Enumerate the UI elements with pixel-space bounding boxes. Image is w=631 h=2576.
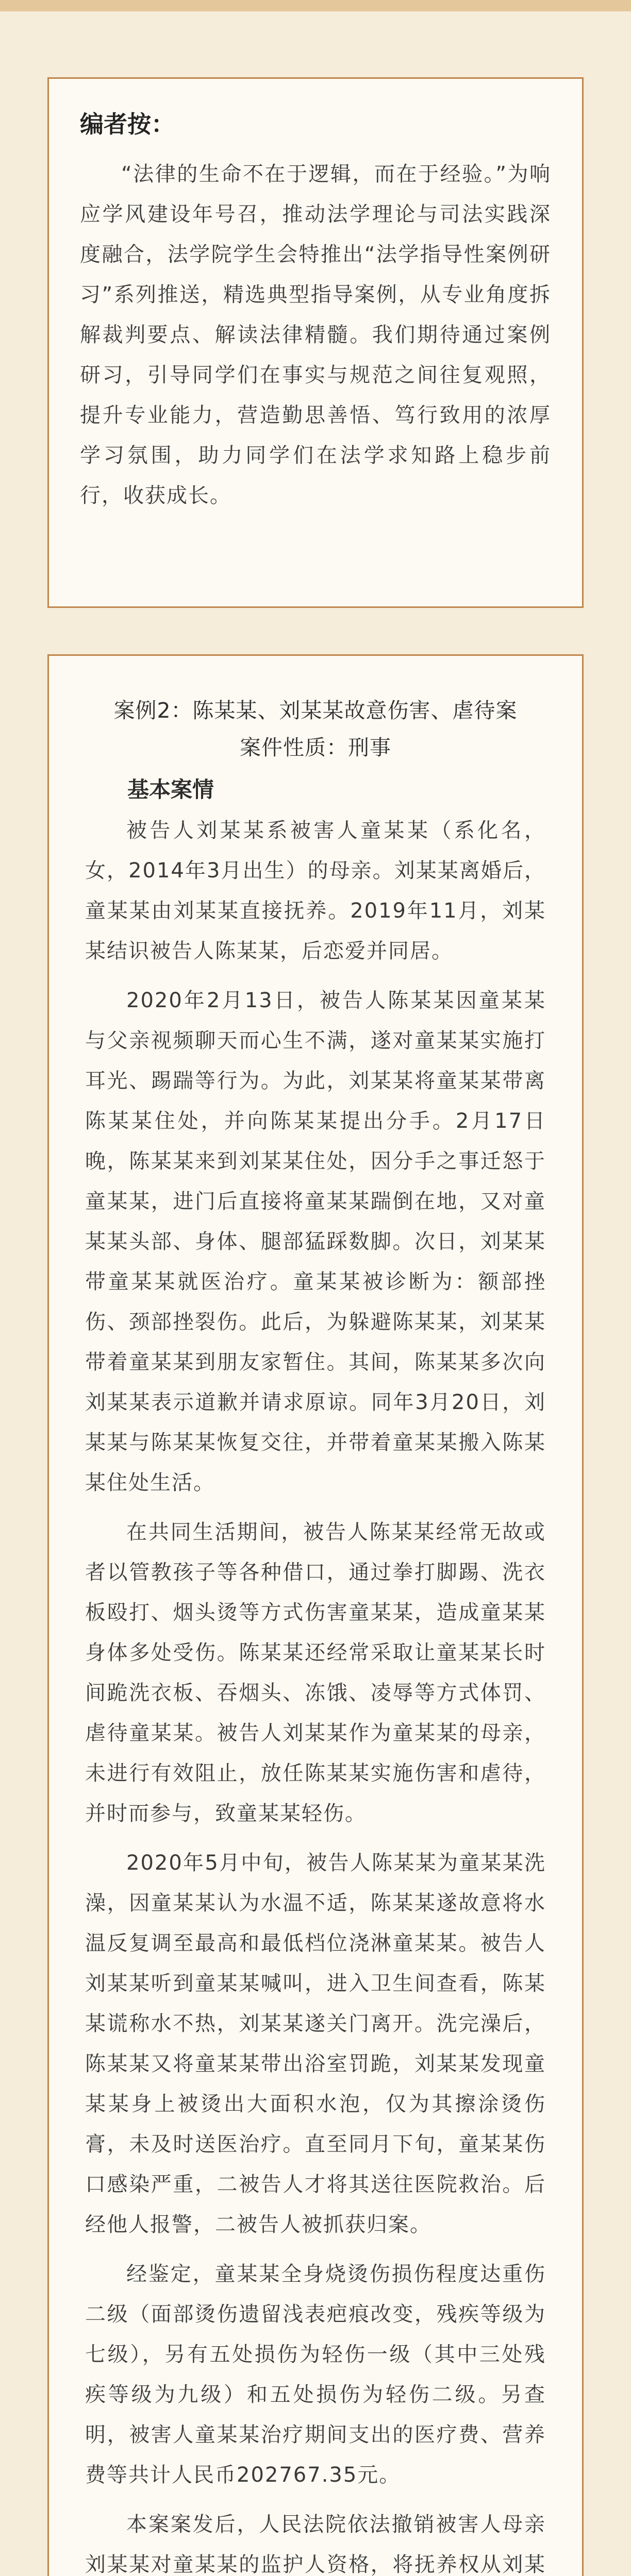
editor-note-heading: 编者按： [80, 110, 175, 138]
basic-facts-paragraph: 本案案发后，人民法院依法撤销被害人母亲刘某某对童某某的监护人资格，将抚养权从刘某 [85, 2513, 546, 2576]
top-frame-strip [0, 0, 631, 11]
basic-facts-paragraph: 在共同生活期间，被告人陈某某经常无故或者以管教孩子等各种借口，通过拳打脚踢、洗衣板殴打、烟头烫等方式伤害童某某，造成童某某身体多处受伤。陈某某还经常采取让童某某长时间跪洗衣板、吞烟头、冻饿、凌辱等方式体罚、虐待童某某。被告人刘某某作为童某某的母亲，未进行有效阻止，放任陈某某实施伤害和虐待，并时而参与，致童某某轻伤。 [85, 1520, 546, 1825]
basic-facts-paragraph: 2020年2月13日，被告人陈某某因童某某与父亲视频聊天而心生不满，遂对童某某实施打耳光、踢踹等行为。为此，刘某某将童某某带离陈某某住处，并向陈某某提出分手。2月17日晚，陈某某来到刘某某住处，因分手之事迁怒于童某某，进门后直接将童某某踹倒在地，又对童某某头部、身体、腿部猛踩数脚。次日，刘某某带童某某就医治疗。童某某被诊断为：额部挫伤、颈部挫裂伤。此后，为躲避陈某某，刘某某带着童某某到朋友家暂住。其间，陈某某多次向刘某某表示道歉并请求原谅。同年3月20日，刘某某与陈某某恢复交往，并带着童某某搬入陈某某住处生活。 [85, 989, 546, 1495]
basic-facts-paragraph: 经鉴定，童某某全身烧烫伤损伤程度达重伤二级（面部烫伤遗留浅表疤痕改变，残疾等级为七级），另有五处损伤为轻伤一级（其中三处残疾等级为九级）和五处损伤为轻伤二级。另查明，被害人童某某治疗期间支出的医疗费、营养费等共计人民币202767.35元。 [85, 2262, 546, 2487]
basic-facts-paragraph: 2020年5月中旬，被告人陈某某为童某某洗澡，因童某某认为水温不适，陈某某遂故意将水温反复调至最高和最低档位浇淋童某某。被告人刘某某听到童某某喊叫，进入卫生间查看，陈某某谎称水不热，刘某某遂关门离开。洗完澡后，陈某某又将童某某带出浴室罚跪，刘某某发现童某某身上被烫出大面积水泡，仅为其擦涂烫伤膏，未及时送医治疗。直至同月下旬，童某某伤口感染严重，二被告人才将其送往医院救治。后经他人报警，二被告人被抓获归案。 [85, 1851, 546, 2236]
editor-note-card [47, 77, 584, 608]
editor-note-paragraph: “法律的生命不在于逻辑，而在于经验。”为响应学风建设年号召，推动法学理论与司法实践深度融合，法学院学生会特推出“法学指导性案例研习”系列推送，精选典型指导案例，从专业角度拆解裁判要点、解读法律精髓。我们期待通过案例研习，引导同学们在事实与规范之间往复观照，提升专业能力，营造勤思善悟、笃行致用的浓厚学习氛围，助力同学们在法学求知路上稳步前行，收获成长。 [80, 162, 551, 507]
case-card [47, 654, 584, 2576]
basic-facts-heading: 基本案情 [127, 777, 214, 802]
case-nature: 案件性质：刑事 [240, 735, 391, 760]
basic-facts-section [85, 769, 546, 2576]
case-title: 案例2：陈某某、刘某某故意伤害、虐待案 [113, 698, 518, 723]
case-body [85, 769, 546, 2576]
basic-facts-paragraph: 被告人刘某某系被害人童某某（系化名，女，2014年3月出生）的母亲。刘某某离婚后，童某某由刘某某直接抚养。2019年11月，刘某某结识被告人陈某某，后恋爱并同居。 [85, 819, 546, 963]
